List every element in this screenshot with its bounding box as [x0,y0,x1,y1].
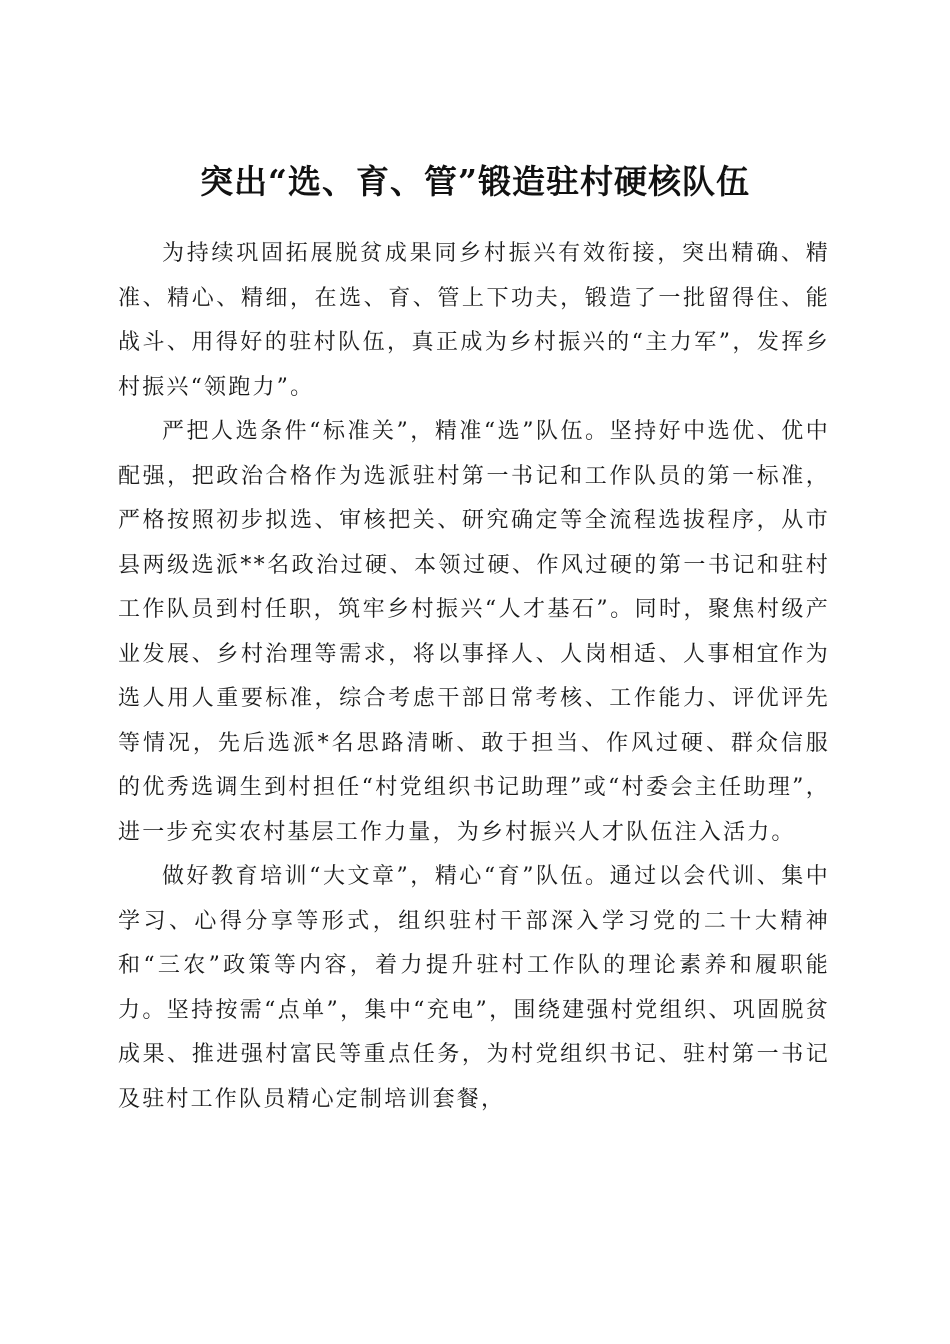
paragraph-2: 严把人选条件“标准关”，精准“选”队伍。坚持好中选优、优中配强，把政治合格作为选派驻村第一书记和工作队员的第一标准，严格按照初步拟选、审核把关、研究确定等全流程选拔程序，从市县两级选派**名政治过硬、本领过硬、作风过硬的第一书记和驻村工作队员到村任职，筑牢乡村振兴“人才基石”。同时，聚焦村级产业发展、乡村治理等需求，将以事择人、人岗相适、人事相宜作为选人用人重要标准，综合考虑干部日常考核、工作能力、评优评先等情况，先后选派*名思路清晰、敢于担当、作风过硬、群众信服的优秀选调生到村担任“村党组织书记助理”或“村委会主任助理”，进一步充实农村基层工作力量，为乡村振兴人才队伍注入活力。 [118,419,830,845]
document-title: 突出“选、育、管”锻造驻村硬核队伍 [200,162,750,202]
paragraph-1: 为持续巩固拓展脱贫成果同乡村振兴有效衔接，突出精确、精准、精心、精细，在选、育、管上下功夫，锻造了一批留得住、能战斗、用得好的驻村队伍，真正成为乡村振兴的“主力军”，发挥乡村振兴“领跑力”。 [118,241,830,400]
document-body [118,232,830,1122]
paragraph-3: 做好教育培训“大文章”，精心“育”队伍。通过以会代训、集中学习、心得分享等形式，组织驻村干部深入学习党的二十大精神和“三农”政策等内容，着力提升驻村工作队的理论素养和履职能力。坚持按需“点单”，集中“充电”，围绕建强村党组织、巩固脱贫成果、推进强村富民等重点任务，为村党组织书记、驻村第一书记及驻村工作队员精心定制培训套餐， [118,864,830,1112]
